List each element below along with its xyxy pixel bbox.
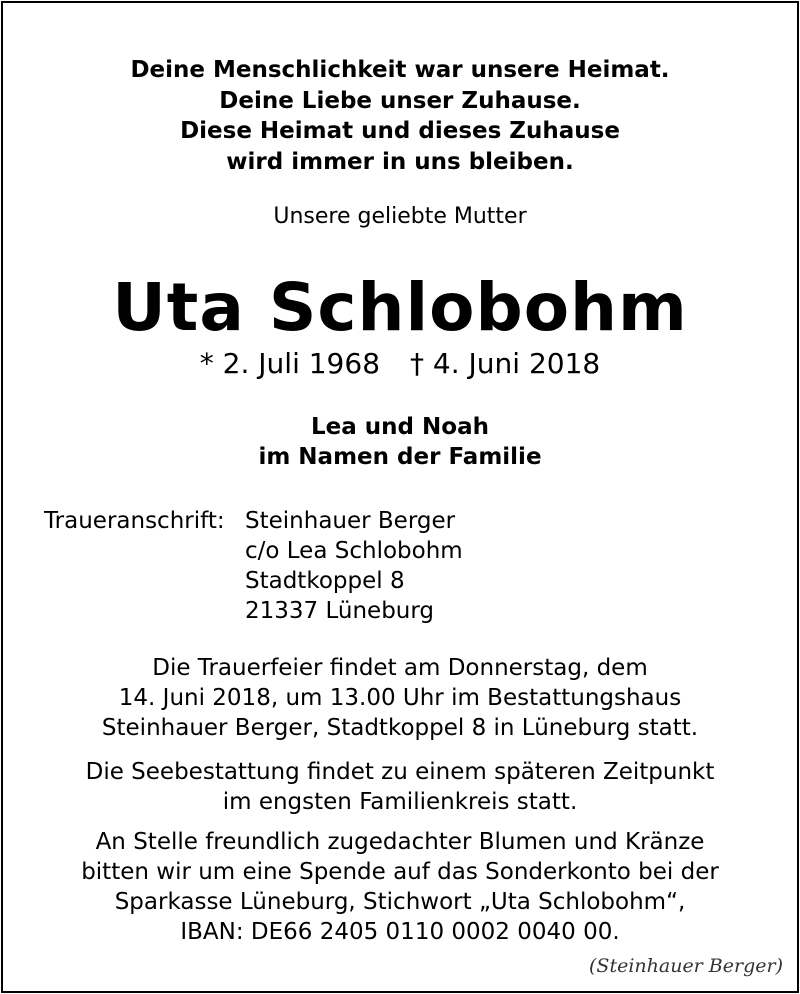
life-dates <box>3 345 797 383</box>
motto-line: Deine Liebe unser Zuhause. <box>219 87 581 114</box>
ceremony-line: 14. Juni 2018, um 13.00 Uhr im Bestattungshaus <box>118 685 682 711</box>
motto-line: Diese Heimat und dieses Zuhause <box>180 118 620 144</box>
address-line: Steinhauer Berger <box>245 508 456 534</box>
address-lines <box>245 506 463 626</box>
signers-family: im Namen der Familie <box>258 444 542 470</box>
intro-text: Unsere geliebte Mutter <box>273 204 527 229</box>
signers-names: Lea und Noah <box>311 414 489 440</box>
obituary-notice <box>1 1 799 993</box>
ceremony-paragraph <box>3 653 797 743</box>
motto-line: Deine Menschlichkeit war unsere Heimat. <box>130 57 670 83</box>
address-line: 21337 Lüneburg <box>245 598 435 624</box>
funeral-home-logo: (Steinhauer Berger) <box>589 955 783 977</box>
donation-line: Sparkasse Lüneburg, Stichwort „Uta Schlobohm“, <box>114 889 686 915</box>
ceremony-line: Steinhauer Berger, Stadtkoppel 8 in Lüneburg statt. <box>101 715 699 741</box>
donation-line: An Stelle freundlich zugedachter Blumen und Kränze <box>95 829 705 855</box>
signers <box>3 412 797 472</box>
address-line: c/o Lea Schlobohm <box>245 538 463 564</box>
deceased-name: Uta Schlobohm <box>112 269 688 346</box>
ceremony-line: Die Trauerfeier findet am Donnerstag, dem <box>152 655 648 681</box>
address-line: Stadtkoppel 8 <box>245 568 405 594</box>
burial-line: im engsten Familienkreis statt. <box>222 789 578 815</box>
burial-line: Die Seebestattung findet zu einem späteren Zeitpunkt <box>85 759 715 785</box>
address-label: Traueranschrift: <box>44 508 225 534</box>
donation-paragraph <box>3 827 797 947</box>
memorial-motto <box>3 55 797 177</box>
birth-date: * 2. Juli 1968 <box>199 347 381 380</box>
burial-paragraph <box>3 757 797 817</box>
death-date: † 4. Juni 2018 <box>410 347 601 380</box>
donation-line: bitten wir um eine Spende auf das Sonderkonto bei der <box>81 859 719 885</box>
donation-line: IBAN: DE66 2405 0110 0002 0040 00. <box>180 919 620 945</box>
motto-line: wird immer in uns bleiben. <box>226 148 574 175</box>
